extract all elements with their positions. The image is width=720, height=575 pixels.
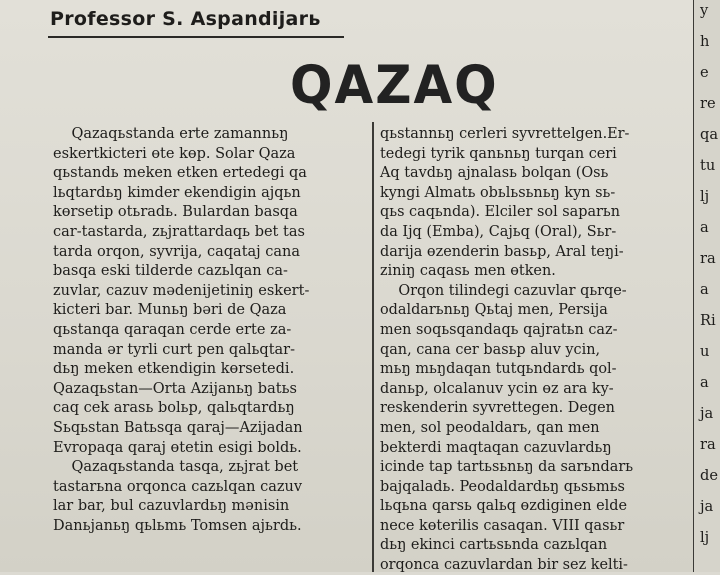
left-text-column	[53, 124, 369, 535]
text-line: Qazaqьstanda erte zamannьŋ	[53, 125, 289, 142]
text-line: kicteri bar. Munьŋ bəri de Qaza	[53, 301, 287, 319]
text-line: tedegi tyrik qanьnьŋ turqan ceri	[380, 144, 617, 162]
text-line: caq cek arasь bolьp, qalьqtardьŋ	[53, 399, 295, 417]
text-line: qьstanqa qaraqan cerde erte za-	[53, 320, 292, 338]
text-line: da Ijq (Emba), Cajьq (Oral), Sьr-	[380, 222, 617, 240]
text-line: lar bar, bul cazuvlardьŋ mənisin	[53, 497, 290, 515]
text-line: Sьqьstan Batьsqa qaraj—Azijadan	[53, 418, 303, 436]
edge-text-fragment: ra	[700, 250, 716, 267]
text-line: mьŋ mьŋdaqan tutqьndardь qol-	[380, 360, 617, 378]
text-line: Danьjanьŋ qьlьmь Tomsen ajьrdь.	[53, 516, 302, 534]
edge-text-fragment: de	[700, 467, 718, 484]
text-line: Evropaqa qaraj өtetin esigi boldь.	[53, 438, 302, 456]
text-line: lьqьna qarsь qalьq өzdiginen elde	[380, 497, 627, 515]
text-line: qьstandь meken etken ertedegi qa	[53, 164, 307, 182]
edge-text-fragment: ra	[700, 436, 716, 453]
edge-text-fragment: tu	[700, 157, 716, 174]
text-line: nece kөterilis casaqan. VIII qasьr	[380, 516, 625, 534]
text-line: manda ər tyrli curt pen qalьqtar-	[53, 340, 296, 358]
text-line: odaldarьnьŋ Qьtaj men, Persija	[380, 301, 608, 319]
text-line: lьqtardьŋ kimder ekendigin ajqьn	[53, 183, 301, 201]
text-line: Aq tavdьŋ ajnalasь bolqan (Osь	[380, 164, 609, 182]
edge-text-fragment: re	[700, 95, 716, 112]
text-line: kyngi Almatь obьlьsьnьŋ kyn sь-	[380, 183, 616, 201]
article-headline: QAZAQ	[290, 54, 499, 116]
text-line: darija өzenderin basьp, Aral teŋi-	[380, 242, 624, 260]
text-line: men, sol peodaldarь, qan men	[380, 418, 600, 436]
text-line: ziniŋ caqasь men өtken.	[380, 262, 556, 280]
edge-text-fragment: Ri	[700, 312, 716, 329]
column-separator	[372, 122, 374, 572]
text-line: Qazaqьstanda tasqa, zьjrat bet	[53, 458, 299, 476]
text-line: bekterdi maqtaqan cazuvlardьŋ	[380, 438, 612, 456]
text-line: basqa eski tilderde cazьlqan ca-	[53, 262, 288, 280]
text-line: men soqьsqandaqь qajratьn caz-	[380, 320, 618, 338]
text-line: danьp, olcalanuv ycin өz ara ky-	[380, 379, 614, 397]
text-line: dьŋ ekinci cartьsьnda cazьlqan	[380, 536, 608, 554]
edge-text-fragment: lj	[700, 529, 710, 546]
adjacent-column-fragment	[693, 0, 720, 572]
text-line: Qazaqьstan—Orta Azijanьŋ batьs	[53, 379, 297, 397]
text-line: eskertkicteri өte kөp. Solar Qaza	[53, 144, 296, 162]
middle-text-column	[380, 124, 692, 575]
text-line: kөrsetip otьradь. Bulardan basqa	[53, 203, 298, 221]
edge-text-fragment: ja	[700, 405, 714, 422]
text-line: dьŋ meken etkendigin kөrsetedi.	[53, 360, 295, 378]
edge-text-fragment: y	[700, 2, 709, 19]
edge-text-fragment: a	[700, 219, 709, 236]
text-line: reskenderin syvrettegen. Degen	[380, 399, 615, 417]
text-line: Orqon tilindegi cazuvlar qьrqe-	[380, 281, 627, 299]
text-line: icinde tap tartьsьnьŋ da sarьndarь	[380, 458, 634, 476]
edge-text-fragment: a	[700, 281, 709, 298]
text-line: bajqaladь. Peodaldardьŋ qьsьmьs	[380, 477, 625, 495]
text-line: qьs caqьnda). Elciler sol saparьn	[380, 203, 621, 221]
byline-underline	[48, 36, 344, 38]
author-byline: Professor S. Aspandijarь	[50, 8, 321, 30]
edge-text-fragment: qa	[700, 126, 719, 143]
text-line: tarda orqon, syvrija, caqataj cana	[53, 242, 301, 260]
text-line: orqonca cazuvlardan bir sez kelti-	[380, 556, 628, 574]
text-line: tastarьna orqonca cazьlqan cazuv	[53, 477, 303, 495]
edge-text-fragment: u	[700, 343, 710, 360]
edge-text-fragment: e	[700, 64, 709, 81]
text-line: zuvlar, cazuv mədenijetiniŋ eskert-	[53, 281, 310, 299]
text-line: qьstannьŋ cerleri syvrettelgen.Er-	[380, 125, 630, 142]
edge-text-fragment: h	[700, 33, 710, 50]
text-line: qan, cana cer basьp aluv ycin,	[380, 340, 601, 358]
text-line: car-tastarda, zьjrattardaqь bet tas	[53, 222, 305, 240]
edge-text-fragment: ja	[700, 498, 714, 515]
edge-text-fragment: lj	[700, 188, 710, 205]
edge-text-fragment: a	[700, 374, 709, 391]
